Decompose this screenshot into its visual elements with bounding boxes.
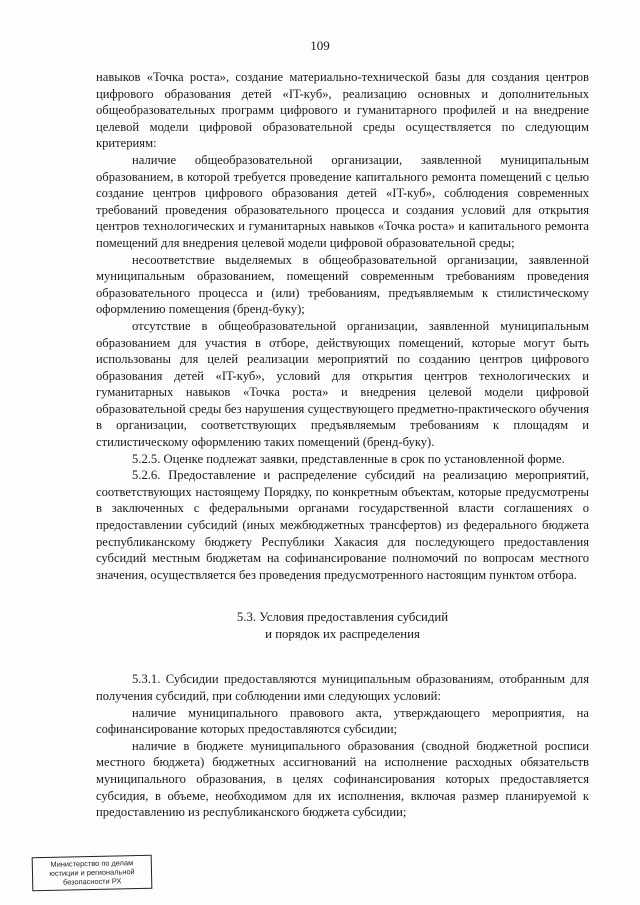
paragraph: наличие муниципального правового акта, утверждающего мероприятия, на софинансирование которых предоставляются субсидии;: [96, 705, 589, 737]
stamp-line: безопасности РХ: [62, 876, 122, 888]
paragraph: наличие в бюджете муниципального образования (сводной бюджетной росписи местного бюджета) бюджетных ассигнований на исполнение расходных обязательств муниципального образования, в целях софинансирования которых предоставляется субсидия, в объеме, необходимом для их исполнения, включая размер планируемой к предоставлению из республиканского бюджета субсидии;: [96, 738, 589, 820]
paragraph: наличие общеобразовательной организации, заявленной муниципальным образованием, в которой требуется проведение капитального ремонта помещений с целью создание центров цифрового образования детей «IT-куб», соблюдения современных требований проведения образовательного процесса и создания условий для открытия центров технологических и гуманитарных навыков «Точка роста» и капитального ремонта помещений для внедрения целевой модели цифровой образовательной среды;: [96, 152, 589, 250]
section-heading: [96, 609, 589, 643]
stamp-line: Министерство по делам: [50, 858, 134, 869]
stamp-line: юстиции и региональной: [49, 867, 135, 879]
document-body: [96, 69, 589, 821]
paragraph: 5.3.1. Субсидии предоставляются муниципальным образованиям, отобранным для получения субсидий, при соблюдении ими следующих условий:: [96, 672, 589, 703]
section-heading-line: и порядок их распределения: [265, 627, 420, 642]
paragraph: несоответствие выделяемых в общеобразовательной организации, заявленной муниципальным образованием, помещений современным требованиям проведения образовательного процесса и (или) требованиям, предъявляемым к стилистическому оформлению помещения (бренд-буку);: [96, 252, 589, 317]
section-heading-line: 5.3. Условия предоставления субсидий: [236, 610, 449, 625]
ministry-stamp: [32, 855, 153, 891]
paragraph: навыков «Точка роста», создание материально-технической базы для создания центров цифрового образования детей «IT-куб», реализацию основных и дополнительных общеобразовательных программ цифрового и гуманитарного профилей и на внедрение целевой модели цифровой образовательной среды осуществляется по следующим критериям:: [96, 70, 589, 151]
paragraph: 5.2.5. Оценке подлежат заявки, представленные в срок по установленной форме.: [132, 451, 565, 466]
paragraph: отсутствие в общеобразовательной организации, заявленной муниципальным образованием для участия в отборе, действующих помещений, которые могут быть использованы для целей реализации мероприятий по созданию центров цифрового образования детей «IT-куб», условий для открытия центров технологических и гуманитарных навыков «Точка роста» и внедрения целевой модели цифровой образовательной среды без нарушения существующего предметно-практического обучения в организации, соответствующих предъявляемым требованиям к площадям и стилистическому оформлению таких помещений (бренд-буку).: [96, 318, 589, 450]
paragraph: 5.2.6. Предоставление и распределение субсидий на реализацию мероприятий, соответствующих настоящему Порядку, по конкретным объектам, которые предусмотрены в заключенных с федеральными органами государственной власти соглашениях о предоставлении субсидий (иных межбюджетных трансфертов) из федерального бюджета республиканскому бюджету Республики Хакасия для последующего предоставления субсидий местным бюджетам на софинансирование полномочий по вопросам местного значения, осуществляется без проведения предусмотренного настоящим пунктом отбора.: [96, 468, 589, 582]
page-number: 109: [310, 38, 330, 53]
